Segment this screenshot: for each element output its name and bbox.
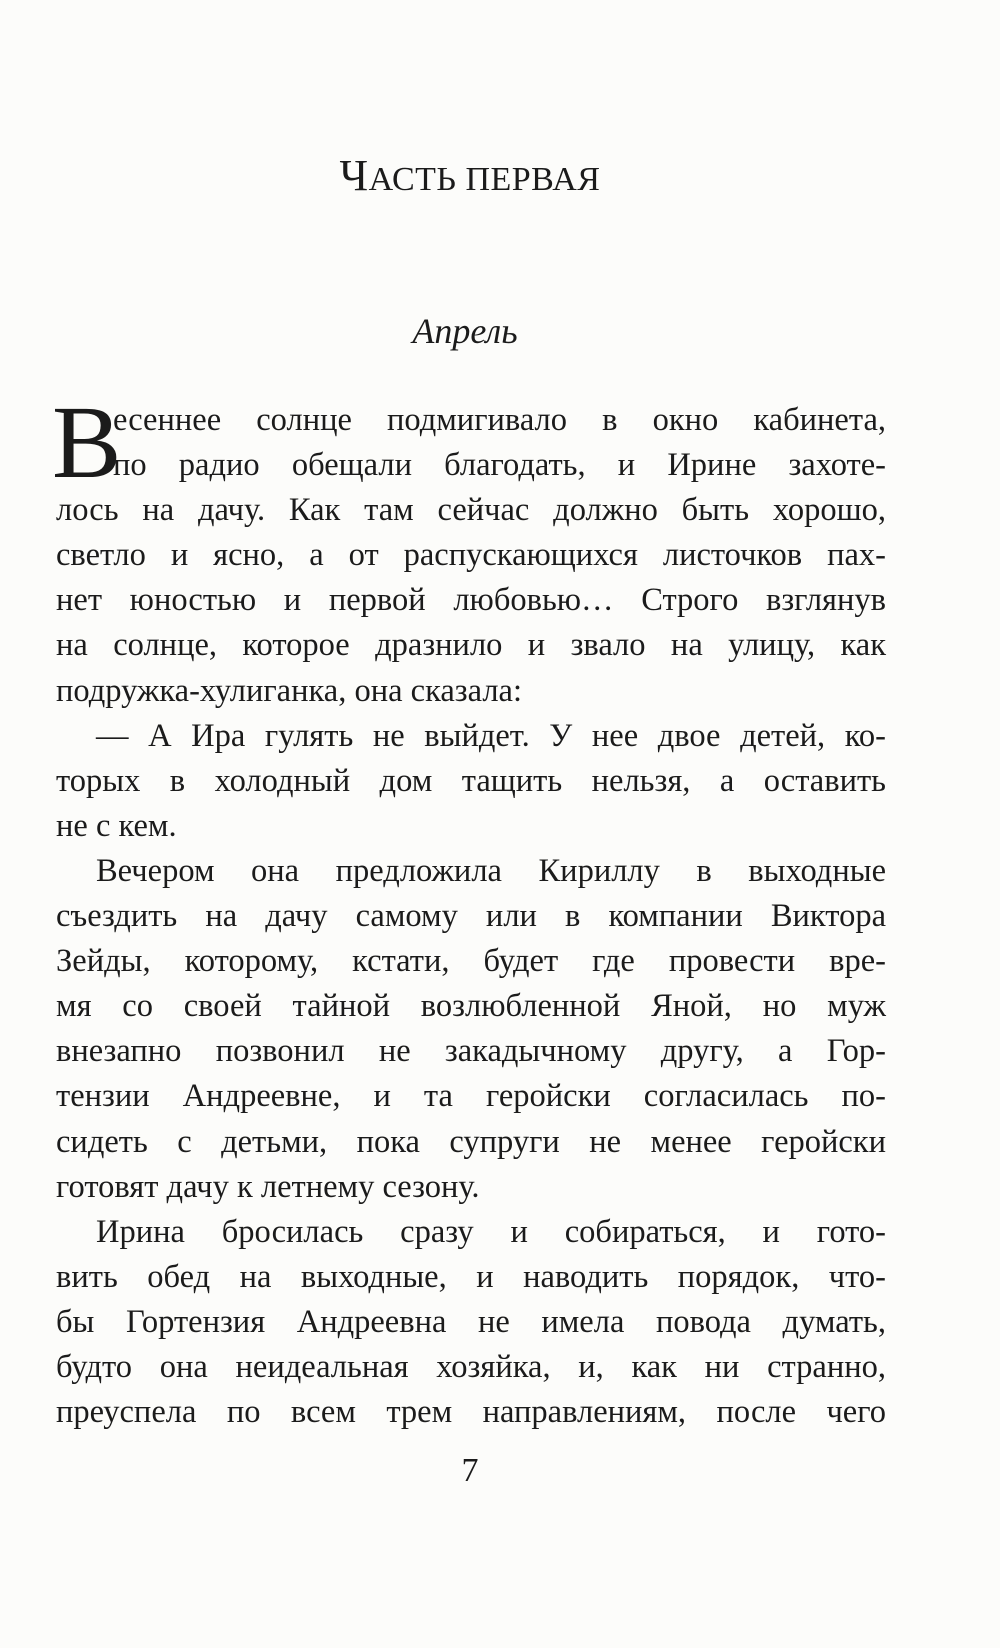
text-line: торых в холодный дом тащить нельзя, а оставить xyxy=(56,762,886,799)
text-line: Ирина бросилась сразу и собираться, и гото- xyxy=(96,1213,886,1250)
text-line: готовят дачу к летнему сезону. xyxy=(56,1168,480,1205)
page-number: 7 xyxy=(461,1452,479,1489)
part-title xyxy=(0,150,940,201)
text-line: тензии Андреевне, и та геройски согласилась по- xyxy=(56,1078,886,1115)
text-line: будто она неидеальная хозяйка, и, как ни странно, xyxy=(56,1348,886,1385)
text-line: — А Ира гулять не выйдет. У нее двое детей, ко- xyxy=(96,717,886,754)
text-line: вить обед на выходные, и наводить порядок, что- xyxy=(56,1258,886,1295)
text-line: преуспела по всем трем направлениям, после чего xyxy=(56,1394,886,1431)
text-line: не с кем. xyxy=(56,807,177,844)
part-title-rest: АСТЬ ПЕРВАЯ xyxy=(368,161,601,198)
text-line: светло и ясно, а от распускающихся листочков пах- xyxy=(56,537,886,574)
chapter-title: Апрель xyxy=(412,311,518,351)
text-line: мя со своей тайной возлюбленной Яной, но муж xyxy=(56,988,886,1025)
drop-cap: В xyxy=(52,385,122,500)
body-text xyxy=(56,398,886,1435)
text-line: внезапно позвонил не закадычному другу, а Гор- xyxy=(56,1033,886,1070)
text-line: Вечером она предложила Кириллу в выходные xyxy=(96,852,886,889)
text-line: нет юностью и первой любовью… Строго взглянув xyxy=(56,582,886,619)
text-line: Зейды, которому, кстати, будет где провести вре- xyxy=(56,943,886,980)
text-line: сидеть с детьми, пока супруги не менее геройски xyxy=(56,1123,886,1160)
text-line: на солнце, которое дразнило и звало на улицу, как xyxy=(56,627,886,664)
text-line: по радио обещали благодать, и Ирине захоте- xyxy=(113,447,886,484)
text-line: подружка-хулиганка, она сказала: xyxy=(56,672,523,709)
text-line: бы Гортензия Андреевна не имела повода думать, xyxy=(56,1303,886,1340)
text-line: съездить на дачу самому или в компании Виктора xyxy=(56,898,886,935)
text-line: лось на дачу. Как там сейчас должно быть хорошо, xyxy=(56,492,886,529)
part-title-initial: Ч xyxy=(339,151,369,200)
text-line: есеннее солнце подмигивало в окно кабинета, xyxy=(113,402,886,438)
